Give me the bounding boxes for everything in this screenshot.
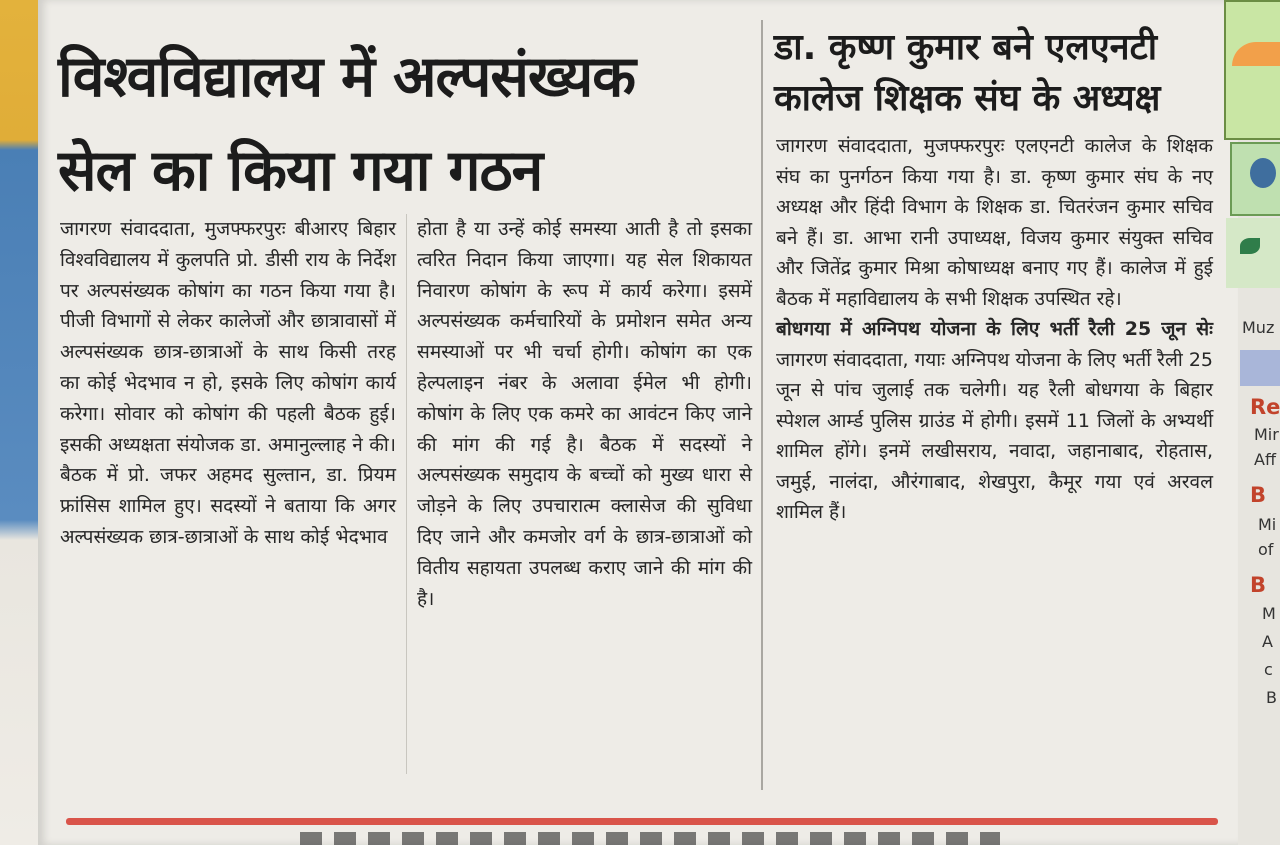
adjacent-fragment: B bbox=[1266, 688, 1277, 707]
article3-body: जागरण संवाददाता, गयाः अग्निपथ योजना के लिए भर्ती रैली 25 जून से पांच जुलाई तक चलेगी। यह रैली बोधगया के बिहार स्पेशल आर्म्ड पुलिस ग्राउंड में होगी। इसमें 11 जिलों के अभ्यर्थी शामिल होंगे। इनमें लखीसराय, नवादा, जहानाबाद, रोहतास, जमुई, नालंदा, औरंगाबाद, शेखपुरा, कैमूर गया एवं अरवल शामिल हैं। bbox=[776, 348, 1213, 523]
article1-column1: जागरण संवाददाता, मुजफ्फरपुरः बीआरए बिहार विश्वविद्यालय में कुलपति प्रो. डीसी राय के निर्देश पर अल्पसंख्यक कोषांग का गठन किया गया है। पीजी विभागों से लेकर कालेजों और छात्रावासों में अल्पसंख्यक छात्र-छात्राओं के साथ किसी तरह का कोई भेदभाव न हो, इसके लिए कोषांग कार्य करेगा। सोवार को कोषांग की पहली बैठक हुई। इसकी अध्यक्षता संयोजक डा. अमानुल्लाह ने की। बैठक में प्रो. जफर अहमद सुल्तान, डा. प्रियम फ्रांसिस शामिल हुए। सदस्यों ने बताया कि अगर अल्पसंख्यक छात्र-छात्राओं के साथ कोई भेदभाव bbox=[60, 218, 396, 548]
flag-graphic bbox=[1224, 0, 1280, 140]
cut-off-next-headline bbox=[300, 832, 1000, 845]
adjacent-red-letters-2: B bbox=[1250, 483, 1267, 507]
article1-headline bbox=[58, 30, 718, 218]
adjacent-fragment: Mir bbox=[1254, 425, 1279, 444]
article1-headline-line2: सेल का किया गया गठन bbox=[58, 138, 543, 204]
flag-saffron-shape bbox=[1232, 42, 1280, 66]
article2-body: जागरण संवाददाता, मुजफ्फरपुरः एलएनटी कालेज के शिक्षक संघ का पुनर्गठन किया गया है। डा. कृष्ण कुमार संघ के नए अध्यक्ष और हिंदी विभाग के शिक्षक डा. चितरंजन कुमार सचिव बने हैं। डा. आभा रानी उपाध्यक्ष, विजय कुमार संयुक्त सचिव और जितेंद्र कुमार मिश्रा कोषाध्यक्ष बनाए गए हैं। कालेज में हुई बैठक में महाविद्यालय के सभी शिक्षक उपस्थित रहे। bbox=[776, 135, 1213, 310]
adjacent-red-letters-1: Re bbox=[1250, 395, 1280, 419]
ring-icon bbox=[1250, 158, 1276, 188]
adjacent-word: Muz bbox=[1242, 318, 1275, 337]
article2-headline-line1: डा. कृष्ण कुमार बने एलएनटी bbox=[774, 27, 1158, 68]
article1-column2: होता है या उन्हें कोई समस्या आती है तो इसका त्वरित निदान किया जाएगा। यह सेल शिकायत निवारण कोषांग के रूप में कार्य करेगा। इसमें अल्पसंख्यक कर्मचारियों के प्रमोशन समेत अन्य समस्याओं पर भी चर्चा होगी। कोषांग का एक हेल्पलाइन नंबर के अलावा ईमेल भी होगी। कोषांग के लिए एक कमरे का आवंटन किए जाने की मांग की गई है। बैठक में सदस्यों ने अल्पसंख्यक समुदाय के बच्चों को मुख्य धारा से जोड़ने के लिए उपचारात्म क्लासेज की सुविधा दिए जाने और कमजोर वर्ग के छात्र-छात्राओं को वितीय सहायता उपलब्ध कराए जाने की मांग की है। bbox=[417, 218, 752, 610]
blue-band bbox=[1240, 350, 1280, 386]
article3-subhead: बोधगया में अग्निपथ योजना के लिए भर्ती रैली 25 जून सेः bbox=[776, 318, 1213, 340]
adjacent-fragment: Mi bbox=[1258, 515, 1277, 534]
column-divider bbox=[406, 214, 407, 774]
adjacent-fragment: of bbox=[1258, 540, 1274, 559]
adjacent-fragment: Aff bbox=[1254, 450, 1276, 469]
article2-headline bbox=[774, 22, 1214, 124]
article3 bbox=[776, 314, 1213, 528]
bottom-red-rule bbox=[66, 818, 1218, 825]
adjacent-fragment: c bbox=[1264, 660, 1273, 679]
adjacent-fragment: A bbox=[1262, 632, 1273, 651]
adjacent-fragment: M bbox=[1262, 604, 1276, 623]
article2-headline-line2: कालेज शिक्षक संघ के अध्यक्ष bbox=[774, 78, 1161, 119]
thumbnail-image bbox=[1230, 142, 1280, 216]
leaf-icon bbox=[1240, 238, 1260, 254]
green-box bbox=[1226, 218, 1280, 288]
adjacent-red-letters-3: B bbox=[1250, 573, 1267, 597]
article1-headline-line1: विश्वविद्यालय में अल्पसंख्यक bbox=[58, 44, 636, 110]
section-divider bbox=[761, 20, 763, 790]
right-column bbox=[776, 131, 1213, 528]
